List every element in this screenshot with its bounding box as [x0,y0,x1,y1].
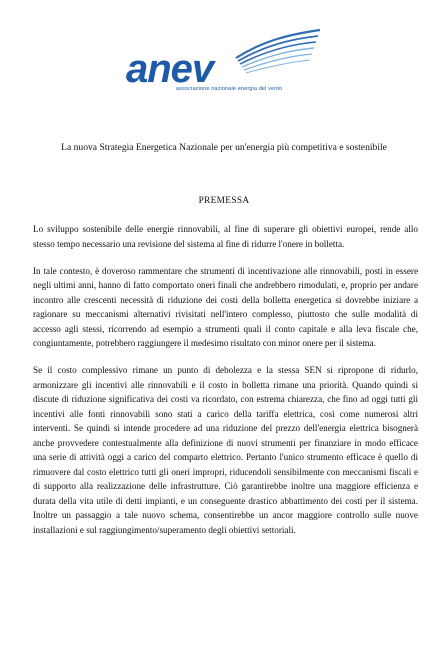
logo-wordmark: anev [126,47,214,91]
document-title: La nuova Strategia Energetica Nazionale per un'energia più competitiva e sostenibile [61,142,387,153]
logo-tagline: associazione nazionale energia del vento [176,86,283,92]
anev-logo-graphic [124,28,324,94]
section-heading-premessa: PREMESSA [198,196,250,206]
paragraph-2: In tale contesto, è doveroso rammentare che strumenti di incentivazione alle rinnovabili, posti in essere negli ultimi anni, hanno di fatto comportato oneri finali che andrebbero rimodulati, e, proprio per andare incontro alle crescenti necessità di riduzione dei costi della bolletta energetica si dovrebbe iniziare a ragionare su meccanismi alternativi rivisitati nell'intero complesso, piuttosto che sulle modalità di accesso agli stessi, ricorrendo ad esempio a strumenti quali il conto capitale e alla leva fiscale che, congiuntamente, potrebbero raggiungere il medesimo risultato con minor onere per il sistema. [33,265,418,348]
wing-swoosh-icon [236,30,320,73]
paragraph-1: Lo sviluppo sostenibile delle energie rinnovabili, al fine di superare gli obiettivi europei, rende allo stesso tempo necessario una revisione del sistema al fine di ridurre l'onere in bolletta. [33,224,418,249]
paragraph-3: Se il costo complessivo rimane un punto di debolezza e la stessa SEN si ripropone di ridurlo, armonizzare gli incentivi alle rinnovabili e il costo in bolletta rimane una priorità. Quando quindi si discute di riduzione significativa dei costi va ricordato, con estrema chiarezza, che fino ad oggi tutti gli incentivi alle fonti rinnovabili sono stati a carico della tariffa elettrica, così come numerosi altri interventi. Se quindi si intende procedere ad una riduzione del prezzo dell'energia elettrica bisognerà anche provvedere contestualmente alla definizione di nuovi strumenti per finanziare in modo efficace una serie di attività oggi a carico del comparto elettrico. Pertanto l'unico strumento efficace è quello di rimuovere dal costo elettrico tutti gli oneri impropri, riducendoli sensibilmente con meccanismi fiscali e di supporto alla realizzazione delle infrastrutture. Ciò garantirebbe inoltre una maggiore efficienza e durata della vita utile di detti impianti, e un conseguente drastico abbattimento dei costi per il sistema. Inoltre un passaggio a tale nuovo schema, consentirebbe un ancor maggiore controllo sulle nuove installazioni e sul raggiungimento/superamento degli obiettivi settoriali. [33,365,418,535]
document-body [33,222,418,550]
anev-logo [124,28,324,94]
